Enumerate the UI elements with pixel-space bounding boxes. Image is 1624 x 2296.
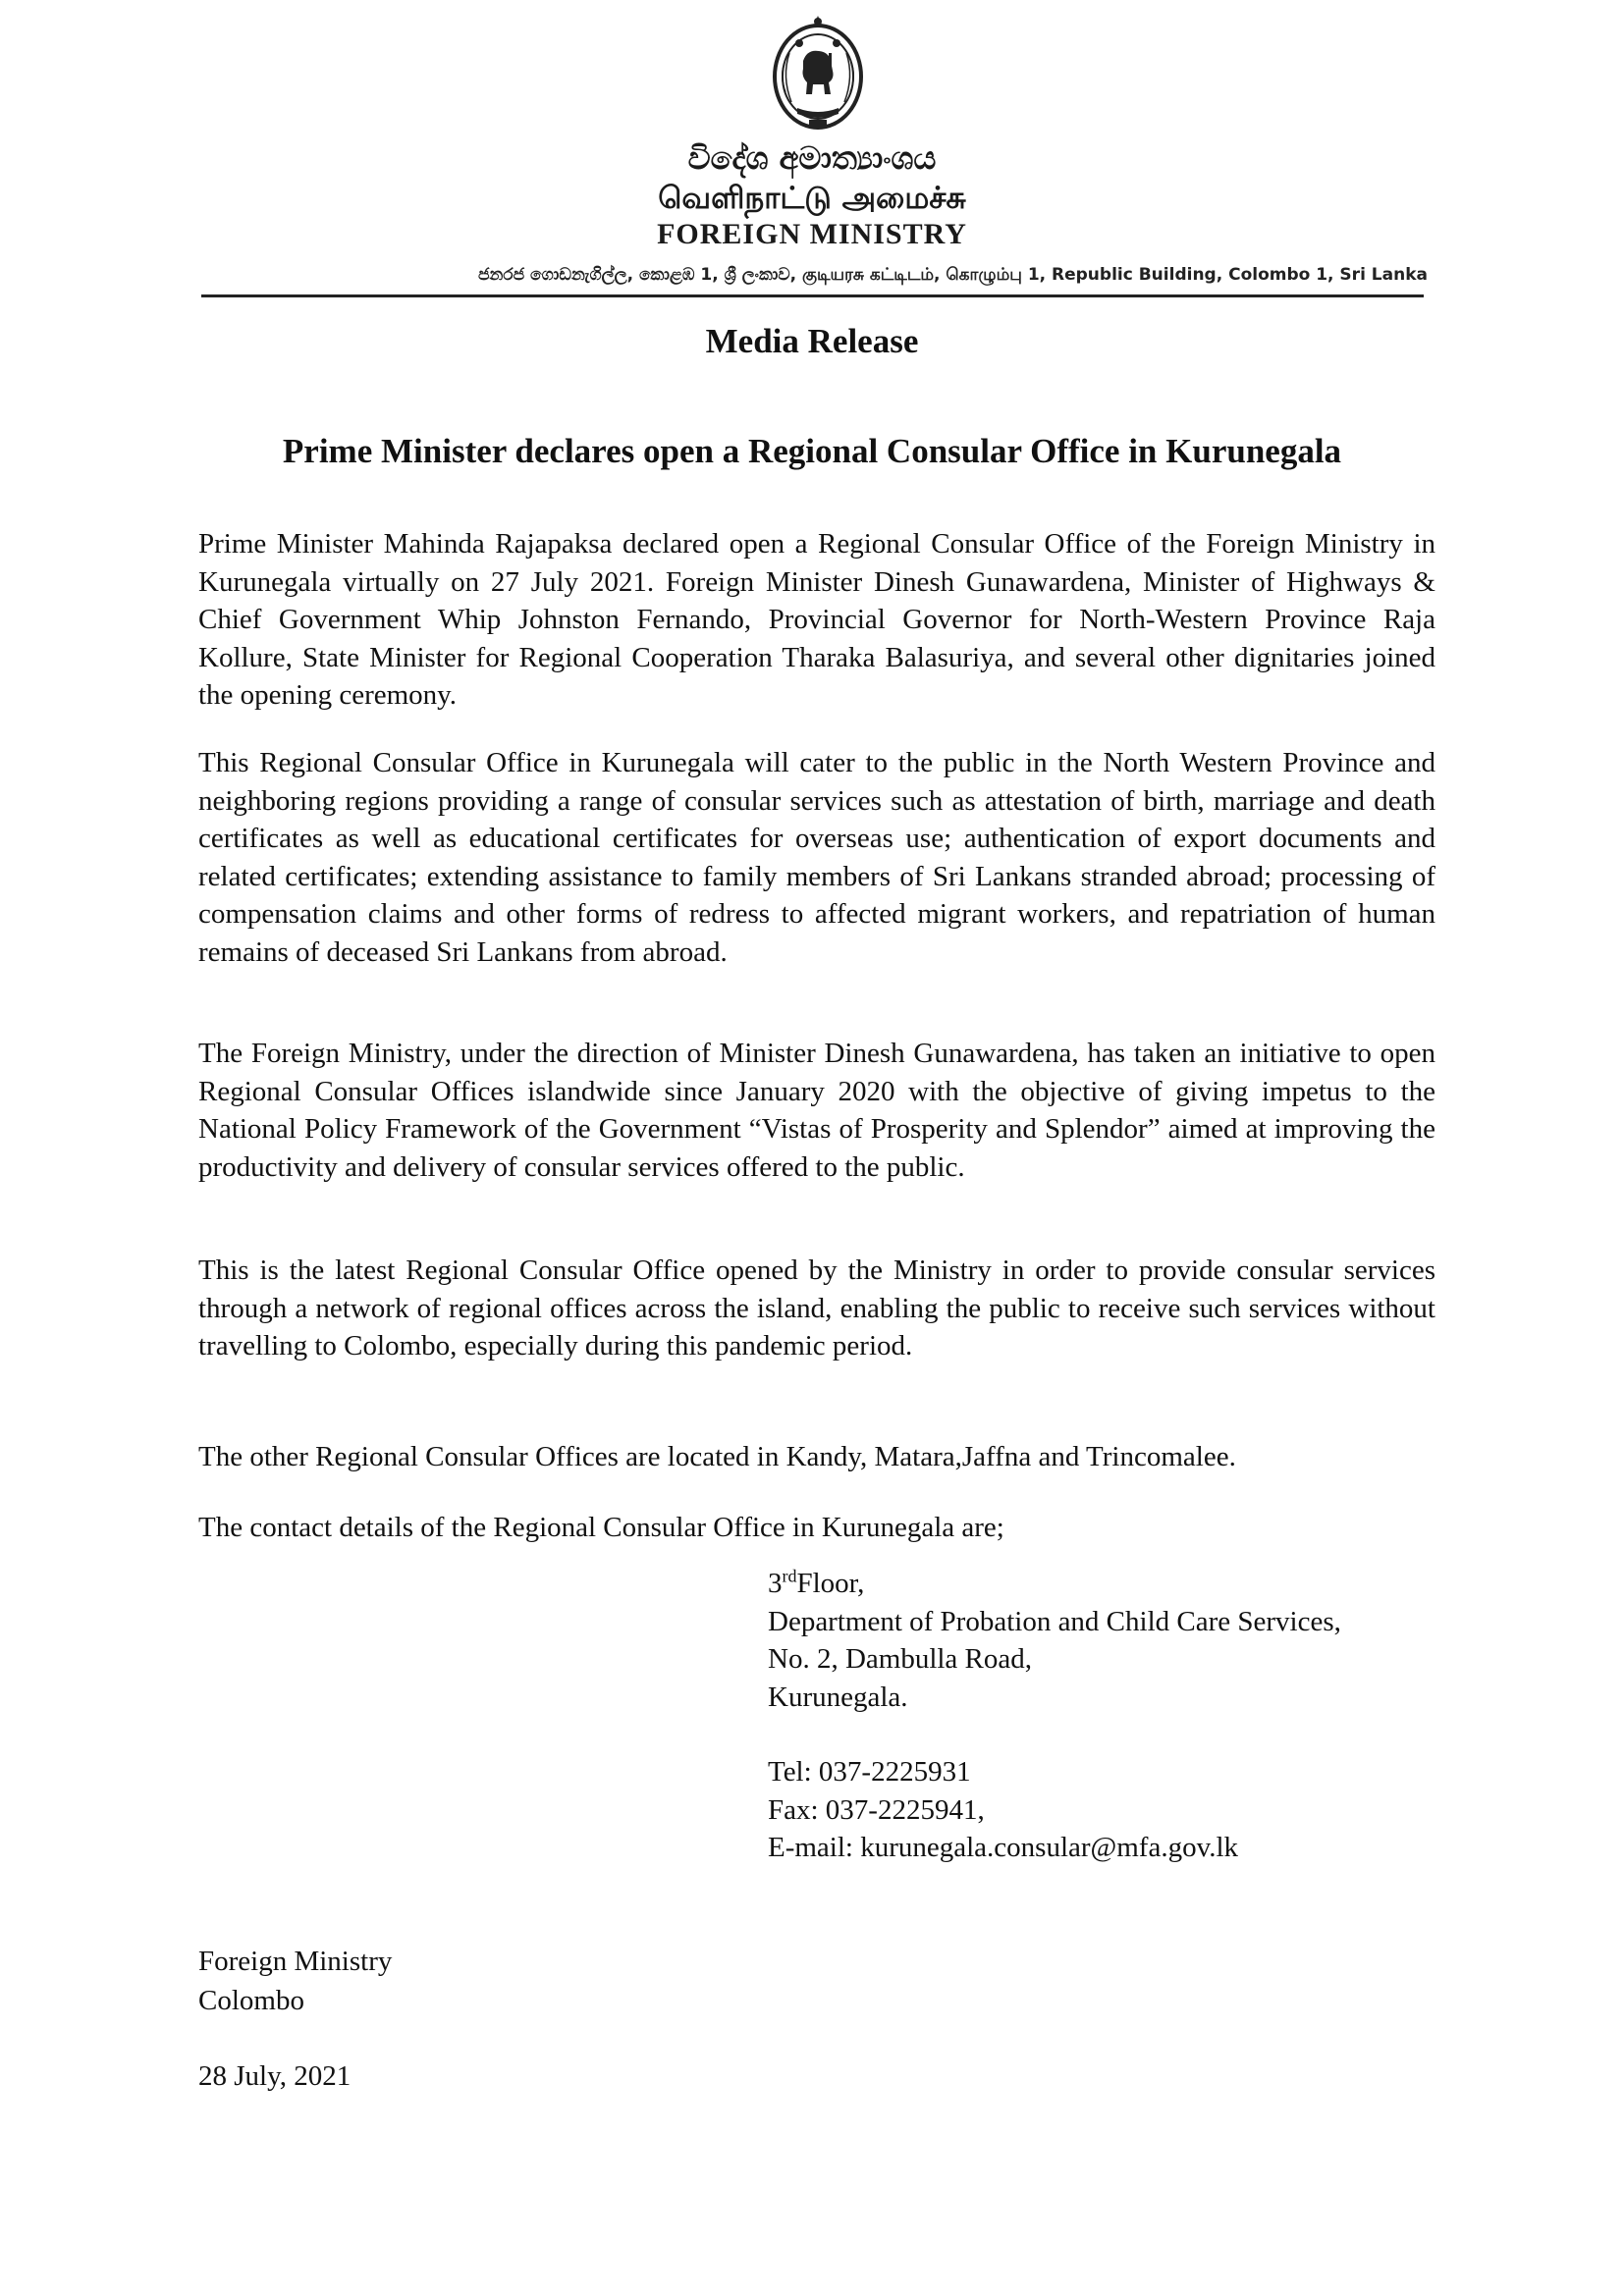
address-floor <box>768 1565 1475 1603</box>
paragraph <box>198 525 1435 715</box>
sri-lanka-emblem-icon <box>770 14 866 135</box>
release-date: 28 July, 2021 <box>198 2060 352 2092</box>
contact-fax: Fax: 037-2225941, <box>768 1793 985 1826</box>
paragraph-text: Prime Minister Mahinda Rajapaksa declared open a Regional Consular Office of the Foreign Ministry in Kurunegala virtually on 27 July 2021. Foreign Minister Dinesh Gunawardena, Minister of Highways & Chief Government Whip Johnston Fernando, Provincial Governor for North-Western Province Raja Kollure, State Minister for Regional Cooperation Tharaka Balasuriya, and several other dignitaries joined the opening ceremony. <box>198 528 1435 711</box>
address-street: No. 2, Dambulla Road, <box>768 1643 1033 1675</box>
paragraph <box>198 744 1435 971</box>
letterhead-tamil-name: வெளிநாட்டு அமைச்சு <box>658 181 966 216</box>
letterhead-divider <box>201 294 1424 297</box>
paragraph <box>198 1438 1435 1476</box>
address-department: Department of Probation and Child Care Services, <box>768 1605 1341 1637</box>
signoff-org: Foreign Ministry <box>198 1946 393 1977</box>
address-spacer <box>768 1716 1475 1753</box>
letterhead-sinhala-name: විදේශ අමාත්‍යාංශය <box>687 139 937 177</box>
paragraph-text: The contact details of the Regional Consular Office in Kurunegala are; <box>198 1512 1004 1543</box>
contact-email[interactable]: E-mail: kurunegala.consular@mfa.gov.lk <box>768 1832 1239 1863</box>
contact-tel: Tel: 037-2225931 <box>768 1756 971 1788</box>
floor-ordinal-suffix: rd <box>782 1566 797 1586</box>
paragraph-text: This Regional Consular Office in Kurunegala will cater to the public in the North Western Province and neighboring regions providing a range of consular services such as attestation of birth, marriage and death certificates as well as educational certificates for overseas use; authentication of export documents and related certificates; extending assistance to family members of Sri Lankans stranded abroad; processing of compensation claims and other forms of redress to affected migrant workers, and repatriation of human remains of deceased Sri Lankans from abroad. <box>198 747 1435 968</box>
paragraph <box>198 1509 1435 1547</box>
paragraph-text: This is the latest Regional Consular Office opened by the Ministry in order to provide consular services through a network of regional offices across the island, enabling the public to receive such services without travelling to Colombo, especially during this pandemic period. <box>198 1255 1435 1362</box>
letterhead-english-name: FOREIGN MINISTRY <box>657 218 967 250</box>
paragraph <box>198 1252 1435 1365</box>
release-title: Media Release <box>705 322 919 360</box>
letterhead-address: ජනරජ ගොඩනැගිල්ල, කොළඹ 1, ශ්‍රී ලංකාව, குடியரசு கட்டிடம், கொழும்பு 1, Republic Building, Colombo 1, Sri Lanka <box>478 265 1428 285</box>
floor-number: 3 <box>768 1568 783 1599</box>
paragraph <box>198 1035 1435 1186</box>
signoff-city: Colombo <box>198 1985 304 2016</box>
floor-word: Floor, <box>796 1568 865 1599</box>
signoff-block <box>198 1942 392 2020</box>
paragraph-text: The Foreign Ministry, under the direction of Minister Dinesh Gunawardena, has taken an initiative to open Regional Consular Offices islandwide since January 2020 with the objective of giving impetus to the National Policy Framework of the Government “Vistas of Prosperity and Splendor” aimed at improving the productivity and delivery of consular services offered to the public. <box>198 1038 1435 1183</box>
paragraph-text: The other Regional Consular Offices are located in Kandy, Matara,Jaffna and Trincomalee. <box>198 1441 1236 1472</box>
office-address-block <box>768 1565 1475 1867</box>
headline: Prime Minister declares open a Regional Consular Office in Kurunegala <box>282 432 1342 470</box>
address-city: Kurunegala. <box>768 1681 908 1713</box>
